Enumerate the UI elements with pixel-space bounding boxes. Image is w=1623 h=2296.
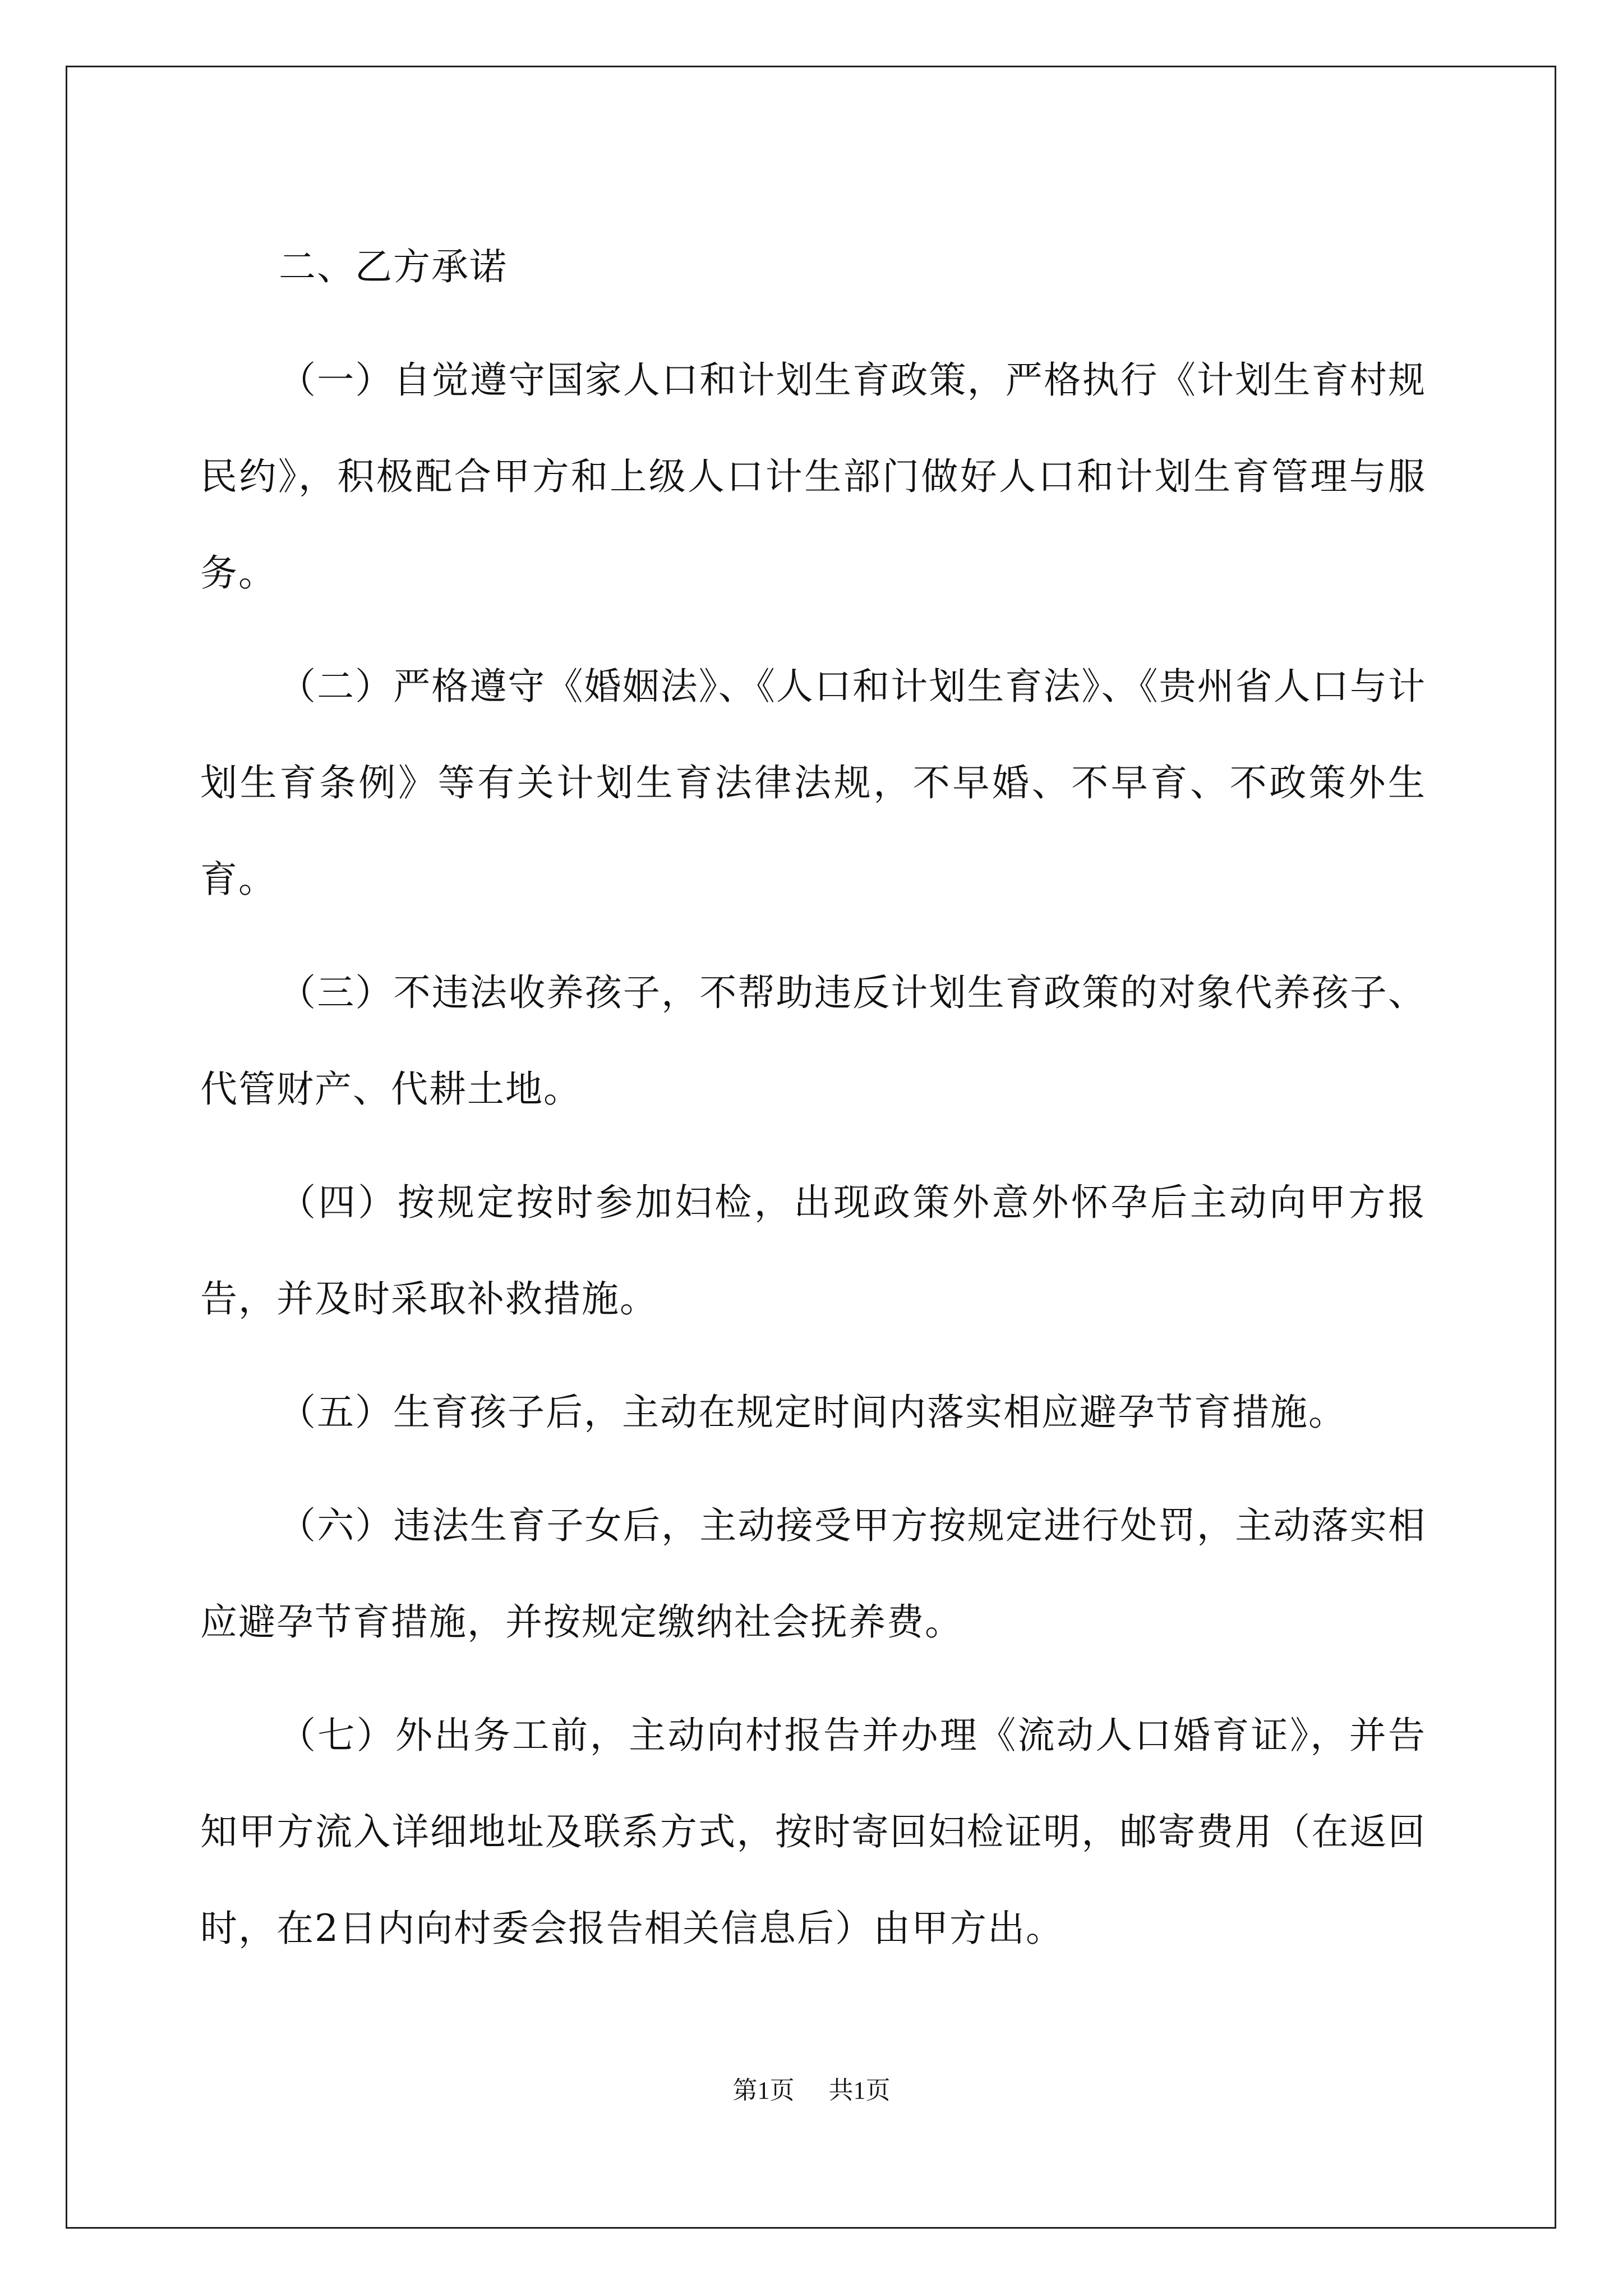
- page-footer: [0, 2070, 1623, 2106]
- paragraph-7: （七）外出务工前，主动向村报告并办理《流动人口婚育证》，并告知甲方流入详细地址及联系方式，按时寄回妇检证明，邮寄费用（在返回时，在2日内向村委会报告相关信息后）由甲方出。: [200, 1714, 1426, 1950]
- paragraph-4: （四）按规定按时参加妇检，出现政策外意外怀孕后主动向甲方报告，并及时采取补救措施。: [200, 1181, 1426, 1320]
- paragraph-1: （一）自觉遵守国家人口和计划生育政策，严格执行《计划生育村规民约》，积极配合甲方和上级人口计生部门做好人口和计划生育管理与服务。: [200, 358, 1426, 595]
- paragraph-6: （六）违法生育子女后，主动接受甲方按规定进行处罚，主动落实相应避孕节育措施，并按规定缴纳社会抚养费。: [200, 1504, 1426, 1644]
- paragraph-5: （五）生育孩子后，主动在规定时间内落实相应避孕节育措施。: [279, 1391, 1347, 1434]
- page-current-label: 第1页: [732, 2077, 795, 2104]
- section-heading: 二、乙方承诺: [279, 245, 508, 288]
- document-body: [200, 219, 1426, 1977]
- page-total-label: 共1页: [828, 2077, 891, 2104]
- paragraph-3: （三）不违法收养孩子，不帮助违反计划生育政策的对象代养孩子、代管财产、代耕土地。: [200, 971, 1426, 1111]
- paragraph-2: （二）严格遵守《婚姻法》、《人口和计划生育法》、《贵州省人口与计划生育条例》等有关计划生育法律法规，不早婚、不早育、不政策外生育。: [200, 665, 1426, 901]
